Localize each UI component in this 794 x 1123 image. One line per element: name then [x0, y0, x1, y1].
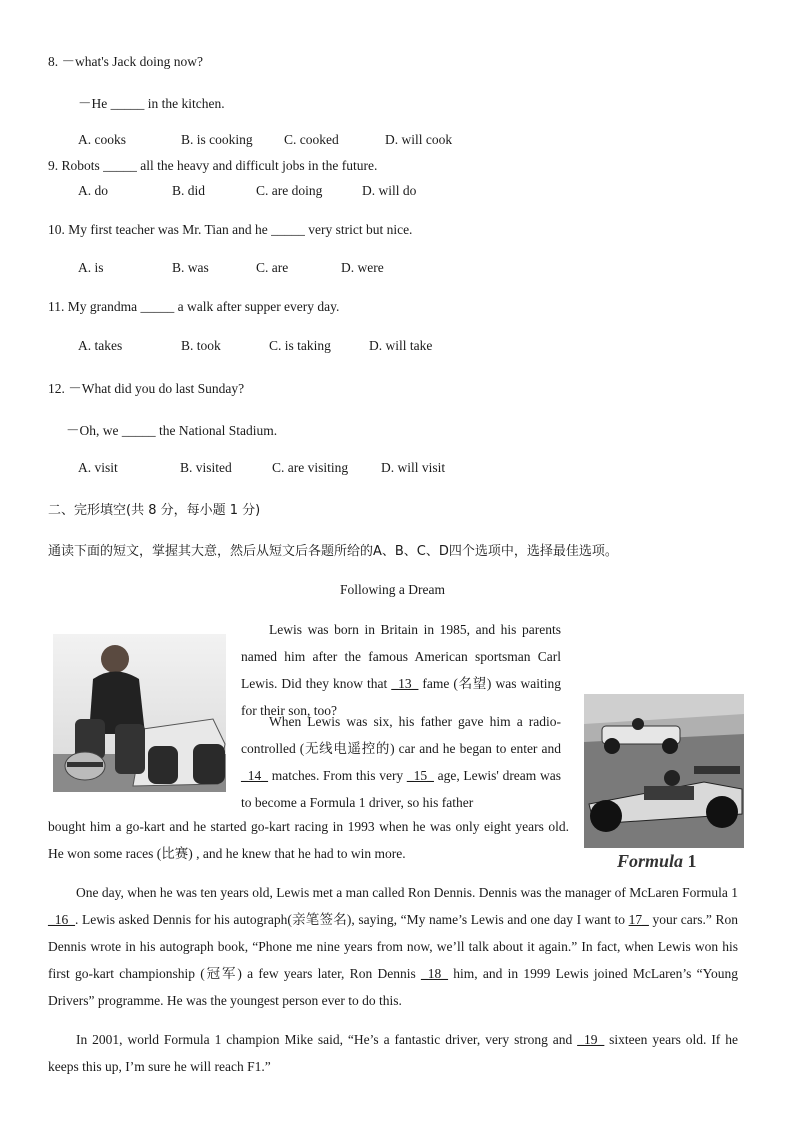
section-heading: 二、完形填空(共 8 分，每小题 1 分) — [48, 503, 261, 518]
question-12-option-b[interactable]: B. visited — [180, 460, 232, 475]
passage-paragraph-4: In 2001, world Formula 1 champion Mike said, “He’s a fantastic driver, very strong and _19_ sixteen years old. If he keeps this up, I’m sure he will reach F1.” — [48, 1032, 738, 1074]
question-10-option-a[interactable]: A. is — [78, 260, 104, 275]
blank-18[interactable]: _18_ — [420, 966, 448, 981]
question-10-option-c[interactable]: C. are — [256, 260, 289, 275]
question-11-option-d[interactable]: D. will take — [369, 338, 433, 353]
passage-title: Following a Dream — [340, 582, 445, 597]
blank-14[interactable]: _14_ — [241, 768, 268, 783]
blank-13[interactable]: _13_ — [391, 676, 419, 691]
passage-paragraph-1: Lewis was born in Britain in 1985, and his parents named him after the famous American sportsman Carl Lewis. Did they know that _13_ fame (名望) was waiting for their son, too? — [241, 622, 561, 718]
question-8-option-c[interactable]: C. cooked — [284, 132, 339, 147]
question-10-option-d[interactable]: D. were — [341, 260, 384, 275]
question-9-option-d[interactable]: D. will do — [362, 183, 417, 198]
question-11-stem: 11. My grandma _____ a walk after supper every day. — [48, 299, 340, 314]
question-11-option-c[interactable]: C. is taking — [269, 338, 331, 353]
question-8-reply: －He _____ in the kitchen. — [78, 96, 225, 111]
question-12-option-c[interactable]: C. are visiting — [272, 460, 349, 475]
question-9-option-c[interactable]: C. are doing — [256, 183, 323, 198]
formula-1-caption: Formula 1 — [617, 851, 697, 871]
passage-paragraph-2-cont: bought him a go-kart and he started go-kart racing in 1993 when he was only eight years old. He won some races (比赛) , and he knew that he had to win more. — [48, 819, 569, 861]
question-12-option-a[interactable]: A. visit — [78, 460, 118, 475]
question-9-stem: 9. Robots _____ all the heavy and difficult jobs in the future. — [48, 158, 378, 173]
section-instruction: 通读下面的短文，掌握其大意，然后从短文后各题所给的A、B、C、D四个选项中，选择最佳选项。 — [48, 544, 618, 559]
blank-15[interactable]: _15_ — [406, 768, 434, 783]
question-8-option-b[interactable]: B. is cooking — [181, 132, 253, 147]
question-11-option-a[interactable]: A. takes — [78, 338, 123, 353]
question-12-option-d[interactable]: D. will visit — [381, 460, 446, 475]
question-11-option-b[interactable]: B. took — [181, 338, 221, 353]
question-8-option-d[interactable]: D. will cook — [385, 132, 453, 147]
boy-go-kart-photo — [53, 634, 226, 792]
blank-17[interactable]: 17_ — [628, 912, 649, 927]
blank-19[interactable]: _19_ — [577, 1032, 605, 1047]
passage-paragraph-2: When Lewis was six, his father gave him a radio-controlled (无线电遥控的) car and he began to enter and _14_ matches. From this very _15_ age, Lewis' dream was to become a Formula 1 driver, so his father — [241, 714, 561, 810]
formula-1-photo — [584, 694, 744, 848]
question-12-reply: －Oh, we _____ the National Stadium. — [66, 423, 278, 438]
question-9-option-b[interactable]: B. did — [172, 183, 206, 198]
question-10-option-b[interactable]: B. was — [172, 260, 209, 275]
question-9-option-a[interactable]: A. do — [78, 183, 108, 198]
question-8-stem: 8. －what's Jack doing now? — [48, 54, 204, 69]
question-12-stem: 12. －What did you do last Sunday? — [48, 381, 245, 396]
blank-16[interactable]: _16_ — [48, 912, 75, 927]
passage-paragraph-3: One day, when he was ten years old, Lewis met a man called Ron Dennis. Dennis was the manager of McLaren Formula 1 _16_. Lewis asked Dennis for his autograph(亲笔签名), saying, “My name’s Lewis and one day I want to 17_ your cars.” Ron Dennis wrote in his autograph book, “Phone me nine years from now, we’ll talk about it again.” In fact, when Lewis won his first go-kart championship (冠军) a few years later, Ron Dennis _18_ him, and in 1999 Lewis joined McLaren’s “Young Drivers” programme. He was the youngest person ever to do this. — [48, 885, 738, 1008]
question-10-stem: 10. My first teacher was Mr. Tian and he _____ very strict but nice. — [48, 222, 413, 237]
question-8-option-a[interactable]: A. cooks — [78, 132, 126, 147]
